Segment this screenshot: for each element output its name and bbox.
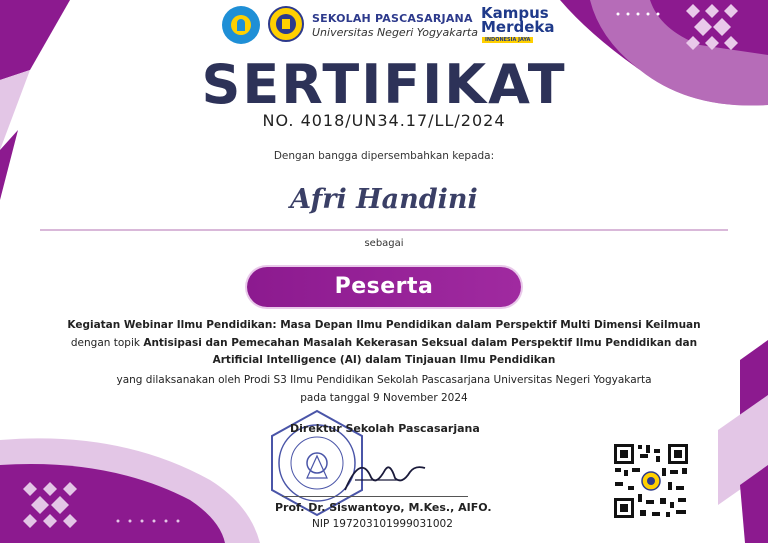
topic-prefix: dengan topik — [70, 337, 144, 349]
certificate-title: SERTIFIKAT — [201, 53, 567, 116]
kampus-merdeka-logo-line1: Kampus — [481, 4, 549, 22]
signatory-position: Direktur Sekolah Pascasarjana — [290, 422, 480, 435]
certificate-number: NO. 4018/UN34.17/LL/2024 — [262, 111, 506, 130]
kampus-merdeka-tagline: INDONESIA JAYA — [482, 37, 533, 43]
signatory-name: Prof. Dr. Siswantoyo, M.Kes., AIFO. — [275, 501, 492, 514]
topic-line — [0, 335, 768, 351]
school-name: SEKOLAH PASCASARJANA — [312, 12, 473, 25]
tut-wuri-handayani-logo — [222, 6, 260, 44]
signature-line — [282, 496, 468, 497]
uny-logo — [268, 6, 304, 42]
signatory-nip: NIP 197203101999031002 — [312, 518, 453, 530]
recipient-name: Afri Handini — [290, 184, 478, 215]
as-label: sebagai — [364, 238, 404, 249]
event-title: Kegiatan Webinar Ilmu Pendidikan: Masa Depan Ilmu Pendidikan dalam Perspektif Multi Dimensi Keilmuan — [67, 319, 701, 331]
kampus-merdeka-logo-line2: Merdeka — [481, 18, 555, 36]
topic-text-continued: Artificial Intelligence (AI) dalam Tinjauan Ilmu Pendidikan — [212, 354, 556, 366]
event-date: pada tanggal 9 November 2024 — [300, 392, 468, 404]
qr-code — [612, 442, 690, 520]
name-underline — [40, 229, 728, 231]
university-name: Universitas Negeri Yogyakarta — [312, 26, 478, 39]
organizer-text: yang dilaksanakan oleh Prodi S3 Ilmu Pendidikan Sekolah Pascasarjana Universitas Negeri Yogyakarta — [116, 374, 652, 386]
dedication-text: Dengan bangga dipersembahkan kepada: — [273, 150, 495, 162]
topic-text: Antisipasi dan Pemecahan Masalah Kekerasan Seksual dalam Perspektif Ilmu Pendidikan dan — [143, 337, 698, 349]
handwritten-signature — [340, 450, 430, 500]
role-badge: Peserta — [247, 267, 521, 307]
